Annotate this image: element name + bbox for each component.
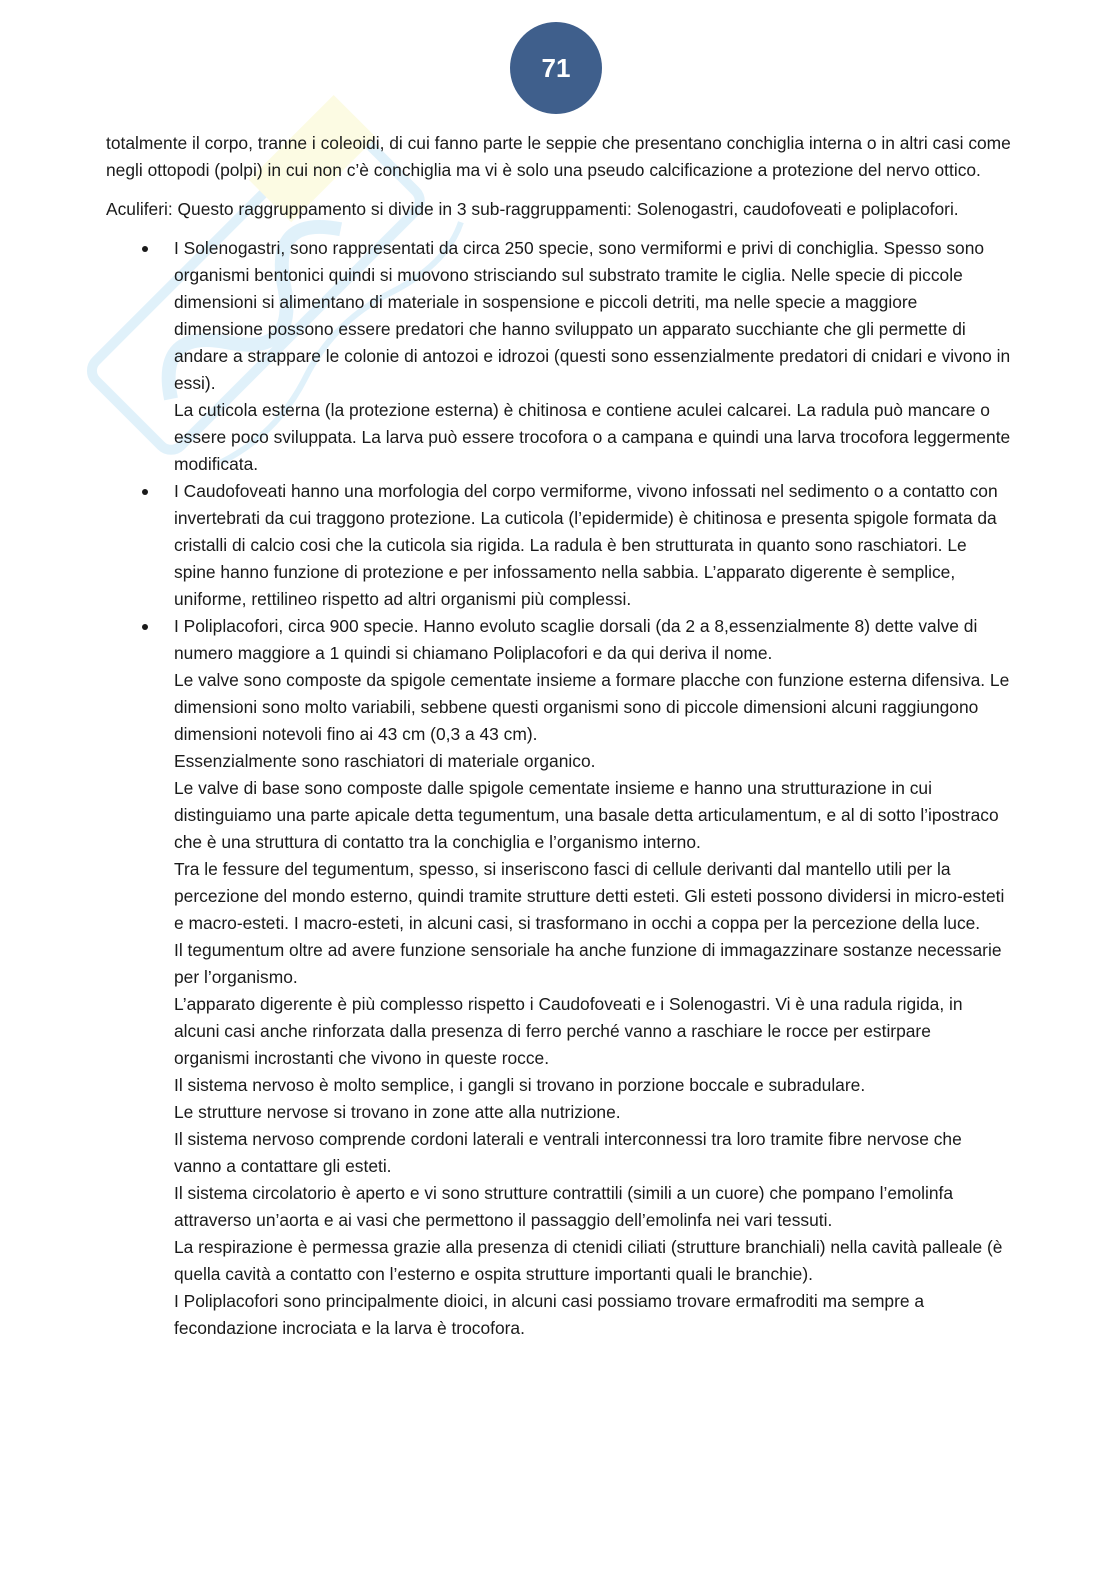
list-item-paragraph: Il sistema nervoso comprende cordoni laterali e ventrali interconnessi tra loro tramite fibre nervose che vanno a contattare gli esteti. <box>174 1129 962 1176</box>
document-body <box>106 130 1011 1342</box>
list-item-paragraph: Essenzialmente sono raschiatori di materiale organico. <box>174 751 596 771</box>
bullet-icon <box>142 246 148 252</box>
list-item-solenogastri <box>106 235 1011 478</box>
list-item-paragraph: I Caudofoveati hanno una morfologia del corpo vermiforme, vivono infossati nel sedimento o a contatto con invertebrati da cui traggono protezione. La cuticola (l’epidermide) è chitinosa e presenta spigole formata da cristalli di calcio cosi che la cuticola sia rigida. La radula è ben strutturata in quanto sono raschiatori. Le spine hanno funzione di protezione e per infossamento nella sabbia. L’apparato digerente è semplice, uniforme, rettilineo rispetto ad altri organismi più complessi. <box>174 481 998 609</box>
list-item-paragraph: I Solenogastri, sono rappresentati da circa 250 specie, sono vermiformi e privi di conchiglia. Spesso sono organismi bentonici quindi si muovono strisciando sul substrato tramite le ciglia. Nelle specie di piccole dimensioni si alimentano di materiale in sospensione e piccoli detriti, ma nelle specie a maggiore dimensione possono essere predatori che hanno sviluppato un apparato succhiante che gli permette di andare a strappare le colonie di antozoi e idrozoi (questi sono essenzialmente predatori di cnidari e vivono in essi). <box>174 238 1011 393</box>
list-item-paragraph: Le valve sono composte da spigole cementate insieme a formare placche con funzione esterna difensiva. Le dimensioni sono molto variabili, sebbene questi organismi sono di piccole dimensioni alcuni raggiungono dimensioni notevoli fino ai 43 cm (0,3 a 43 cm). <box>174 670 1010 744</box>
list-item-paragraph: Il tegumentum oltre ad avere funzione sensoriale ha anche funzione di immagazzinare sostanze necessarie per l’organismo. <box>174 940 1002 987</box>
bullet-icon <box>142 489 148 495</box>
list-item-paragraph: Il sistema circolatorio è aperto e vi sono strutture contrattili (simili a un cuore) che pompano l’emolinfa attraverso un’aorta e ai vasi che permettono il passaggio dell’emolinfa nei vari tessuti. <box>174 1183 954 1230</box>
intro-paragraph: totalmente il corpo, tranne i coleoidi, di cui fanno parte le seppie che presentano conchiglia interna o in altri casi come negli ottopodi (polpi) in cui non c’è conchiglia ma vi è solo una pseudo calcificazione a protezione del nervo ottico. <box>106 133 1011 180</box>
list-item-paragraph: L’apparato digerente è più complesso rispetto i Caudofoveati e i Solenogastri. Vi è una radula rigida, in alcuni casi anche rinforzata dalla presenza di ferro perché vanno a raschiare le rocce per estirpare organismi incrostanti che vivono in queste rocce. <box>174 994 963 1068</box>
list-item-poliplacofori <box>106 613 1011 1342</box>
page-number: 71 <box>541 52 571 83</box>
list-item-paragraph: La respirazione è permessa grazie alla presenza di ctenidi ciliati (strutture branchiali) nella cavità palleale (è quella cavità a contatto con l’esterno e ospita strutture importanti quali le branchie). <box>174 1237 1003 1284</box>
list-item-paragraph: I Poliplacofori, circa 900 specie. Hanno evoluto scaglie dorsali (da 2 a 8,essenzialmente 8) dette valve di numero maggiore a 1 quindi si chiamano Poliplacofori e da qui deriva il nome. <box>174 616 978 663</box>
list-item-paragraph: Le strutture nervose si trovano in zone atte alla nutrizione. <box>174 1102 621 1122</box>
list-item-caudofoveati <box>106 478 1011 613</box>
list-item-paragraph: I Poliplacofori sono principalmente dioici, in alcuni casi possiamo trovare ermafroditi ma sempre a fecondazione incrociata e la larva è trocofora. <box>174 1291 925 1338</box>
page-number-badge <box>510 22 602 114</box>
bullet-icon <box>142 624 148 630</box>
bullet-list <box>106 235 1011 1342</box>
list-item-paragraph: La cuticola esterna (la protezione esterna) è chitinosa e contiene aculei calcarei. La radula può mancare o essere poco sviluppata. La larva può essere trocofora o a campana e quindi una larva trocofora leggermente modificata. <box>174 400 1011 474</box>
list-item-paragraph: Il sistema nervoso è molto semplice, i gangli si trovano in porzione boccale e subradulare. <box>174 1075 866 1095</box>
list-item-paragraph: Tra le fessure del tegumentum, spesso, si inseriscono fasci di cellule derivanti dal mantello utili per la percezione del mondo esterno, quindi tramite strutture detti esteti. Gli esteti possono dividersi in micro-esteti e macro-esteti. I macro-esteti, in alcuni casi, si trasformano in occhi a coppa per la percezione della luce. <box>174 859 1005 933</box>
list-item-paragraph: Le valve di base sono composte dalle spigole cementate insieme e hanno una strutturazione in cui distinguiamo una parte apicale detta tegumentum, una basale detta articulamentum, e al di sotto l’ipostraco che è una struttura di contatto tra la conchiglia e l’organismo interno. <box>174 778 999 852</box>
aculiferi-paragraph: Aculiferi: Questo raggruppamento si divide in 3 sub-raggruppamenti: Solenogastri, caudofoveati e poliplacofori. <box>106 199 959 219</box>
